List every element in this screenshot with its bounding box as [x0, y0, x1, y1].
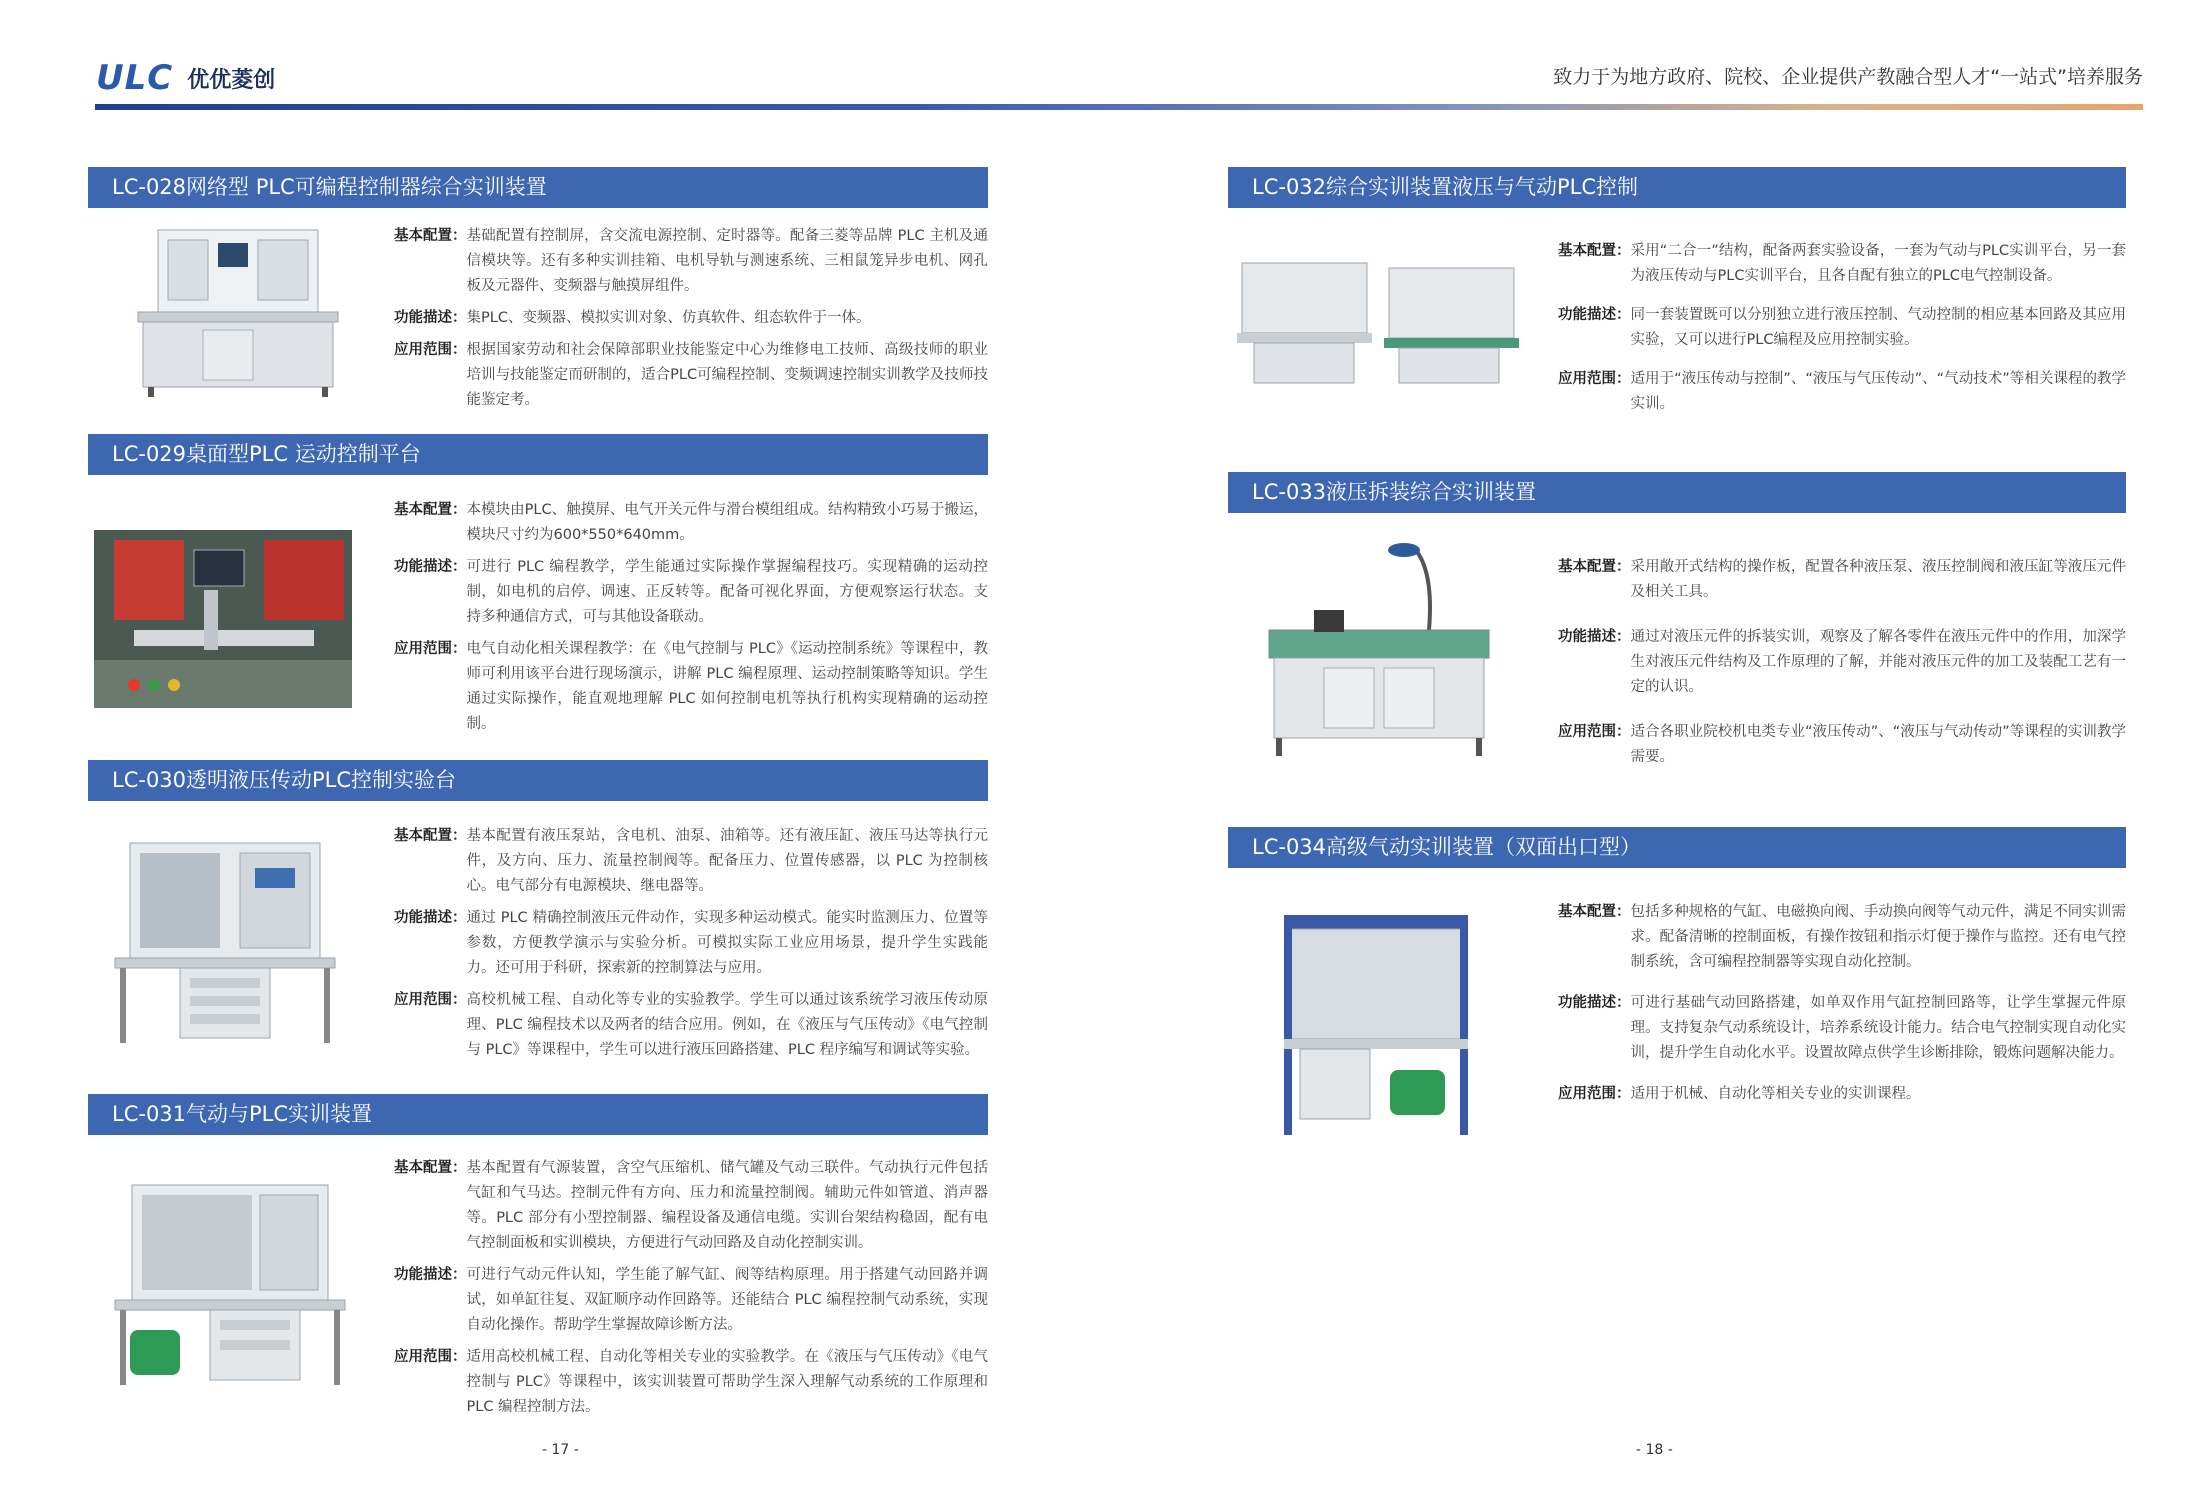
config-text: 基础配置有控制屏，含交流电源控制、定时器等。配备三菱等品牌 PLC 主机及通信模块等。还有多种实训挂箱、电机导轨与测速系统、三相鼠笼异步电机、网孔板及元器件、变频器与触摸屏组件。	[466, 228, 988, 294]
function-text: 通过 PLC 精确控制液压元件动作，实现多种运动模式。能实时监测压力、位置等参数，方便教学演示与实验分析。可模拟实际工业应用场景，提升学生实践能力。还可用于科研，探索新的控制算法与应用。	[466, 910, 988, 976]
brand-logo	[96, 58, 275, 98]
product-desc-lc033	[1558, 555, 2126, 777]
function-label: 功能描述：	[1558, 307, 1631, 323]
config-label: 基本配置：	[394, 828, 467, 844]
scope-label: 应用范围：	[394, 992, 467, 1008]
scope-text: 电气自动化相关课程教学：在《电气控制与 PLC》《运动控制系统》等课程中，教师可利用该平台进行现场演示，讲解 PLC 编程原理、运动控制策略等知识。学生通过实际操作，能直观地理解 PLC 如何控制电机等执行机构实现精确的运动控制。	[466, 641, 988, 732]
product-desc-lc030	[394, 824, 988, 1070]
page-number-left: - 17 -	[542, 1442, 579, 1458]
product-desc-lc031	[394, 1156, 988, 1427]
product-title-lc030: LC-030透明液压传动PLC控制实验台	[88, 760, 988, 801]
page-number-right: - 18 -	[1636, 1442, 1673, 1458]
product-image-lc031	[110, 1180, 350, 1390]
header-slogan: 致力于为地方政府、院校、企业提供产教融合型人才“一站式”培养服务	[1553, 66, 2143, 88]
product-title-lc032: LC-032综合实训装置液压与气动PLC控制	[1228, 167, 2126, 208]
product-title-lc031: LC-031气动与PLC实训装置	[88, 1094, 988, 1135]
config-text: 基本配置有液压泵站，含电机、油泵、油箱等。还有液压缸、液压马达等执行元件，及方向、压力、流量控制阀等。配备压力、位置传感器，以 PLC 为控制核心。电气部分有电源模块、继电器等。	[466, 828, 988, 894]
product-title-lc034: LC-034高级气动实训装置（双面出口型）	[1228, 827, 2126, 868]
product-desc-lc032	[1558, 239, 2126, 424]
scope-text: 适用于机械、自动化等相关专业的实训课程。	[1630, 1086, 1921, 1102]
product-desc-lc028	[394, 224, 988, 420]
scope-label: 应用范围：	[394, 1349, 467, 1365]
scope-label: 应用范围：	[394, 342, 467, 358]
config-text: 本模块由PLC、触摸屏、电气开关元件与滑台模组组成。结构精致小巧易于搬运，模块尺寸约为600*550*640mm。	[466, 502, 988, 543]
logo-mark: ULC	[96, 58, 174, 98]
function-label: 功能描述：	[1558, 995, 1631, 1011]
product-title-lc028: LC-028网络型 PLC可编程控制器综合实训装置	[88, 167, 988, 208]
scope-text: 高校机械工程、自动化等专业的实验教学。学生可以通过该系统学习液压传动原理、PLC 编程技术以及两者的结合应用。例如，在《液压与气压传动》《电气控制与 PLC》等课程中，学生可以进行液压回路搭建、PLC 程序编写和调试等实验。	[466, 992, 988, 1058]
product-image-lc028	[128, 225, 348, 405]
scope-label: 应用范围：	[394, 641, 467, 657]
config-label: 基本配置：	[1558, 904, 1631, 920]
function-text: 可进行 PLC 编程教学，学生能通过实际操作掌握编程技巧。实现精确的运动控制，如电机的启停、调速、正反转等。配备可视化界面，方便观察运行状态。支持多种通信方式，可与其他设备联动。	[466, 559, 988, 625]
config-text: 基本配置有气源装置，含空气压缩机、储气罐及气动三联件。气动执行元件包括气缸和气马达。控制元件有方向、压力和流量控制阀。辅助元件如管道、消声器等。PLC 部分有小型控制器、编程设备及通信电缆。实训台架结构稳固，配有电气控制面板和实训模块，方便进行气动回路及自动化控制实训。	[466, 1160, 988, 1251]
config-text: 采用“二合一”结构，配备两套实验设备，一套为气动与PLC实训平台，另一套为液压传动与PLC实训平台，且各自配有独立的PLC电气控制设备。	[1630, 243, 2126, 284]
logo-text: 优优菱创	[187, 67, 276, 93]
scope-label: 应用范围：	[1558, 724, 1631, 740]
product-image-lc034	[1270, 905, 1482, 1145]
scope-text: 适用于“液压传动与控制”、“液压与气压传动”、“气动技术”等相关课程的教学实训。	[1630, 371, 2126, 412]
function-text: 可进行气动元件认知，学生能了解气缸、阀等结构原理。用于搭建气动回路并调试，如单缸往复、双缸顺序动作回路等。还能结合 PLC 编程控制气动系统，实现自动化操作。帮助学生掌握故障诊断方法。	[466, 1267, 988, 1333]
function-label: 功能描述：	[394, 310, 467, 326]
config-label: 基本配置：	[394, 1160, 467, 1176]
config-text: 采用敞开式结构的操作板，配置各种液压泵、液压控制阀和液压缸等液压元件及相关工具。	[1630, 559, 2126, 600]
scope-text: 适合各职业院校机电类专业“液压传动”、“液压与气动传动”等课程的实训教学需要。	[1630, 724, 2126, 765]
config-text: 包括多种规格的气缸、电磁换向阀、手动换向阀等气动元件，满足不同实训需求。配备清晰的控制面板，有操作按钮和指示灯便于操作与监控。还有电气控制系统，含可编程控制器等实现自动化控制。	[1630, 904, 2126, 970]
function-label: 功能描述：	[394, 559, 467, 575]
product-desc-lc034	[1558, 900, 2126, 1114]
product-title-lc029: LC-029桌面型PLC 运动控制平台	[88, 434, 988, 475]
scope-label: 应用范围：	[1558, 1086, 1631, 1102]
product-image-lc032	[1234, 258, 1524, 390]
function-text: 集PLC、变频器、模拟实训对象、仿真软件、组态软件于一体。	[466, 310, 871, 326]
function-label: 功能描述：	[394, 1267, 467, 1283]
function-text: 同一套装置既可以分别独立进行液压控制、气动控制的相应基本回路及其应用实验，又可以进行PLC编程及应用控制实验。	[1630, 307, 2126, 348]
scope-text: 适用高校机械工程、自动化等相关专业的实验教学。在《液压与气压传动》《电气控制与 PLC》等课程中，该实训装置可帮助学生深入理解气动系统的工作原理和 PLC 编程控制方法。	[466, 1349, 988, 1415]
product-image-lc030	[110, 838, 340, 1048]
product-desc-lc029	[394, 498, 988, 744]
scope-text: 根据国家劳动和社会保障部职业技能鉴定中心为维修电工技师、高级技师的职业培训与技能鉴定而研制的，适合PLC可编程控制、变频调速控制实训教学及技师技能鉴定考。	[466, 342, 988, 408]
config-label: 基本配置：	[1558, 559, 1631, 575]
function-label: 功能描述：	[394, 910, 467, 926]
function-label: 功能描述：	[1558, 629, 1631, 645]
config-label: 基本配置：	[1558, 243, 1631, 259]
header-divider	[95, 104, 2143, 110]
scope-label: 应用范围：	[1558, 371, 1631, 387]
function-text: 可进行基础气动回路搭建，如单双作用气缸控制回路等，让学生掌握元件原理。支持复杂气动系统设计，培养系统设计能力。结合电气控制实现自动化实训，提升学生自动化水平。设置故障点供学生诊断排除，锻炼问题解决能力。	[1630, 995, 2126, 1061]
product-image-lc029	[94, 530, 352, 708]
function-text: 通过对液压元件的拆装实训，观察及了解各零件在液压元件中的作用，加深学生对液压元件结构及工作原理的了解，并能对液压元件的加工及装配工艺有一定的认识。	[1630, 629, 2126, 695]
config-label: 基本配置：	[394, 502, 467, 518]
product-image-lc033	[1264, 540, 1494, 762]
product-title-lc033: LC-033液压拆装综合实训装置	[1228, 472, 2126, 513]
config-label: 基本配置：	[394, 228, 467, 244]
